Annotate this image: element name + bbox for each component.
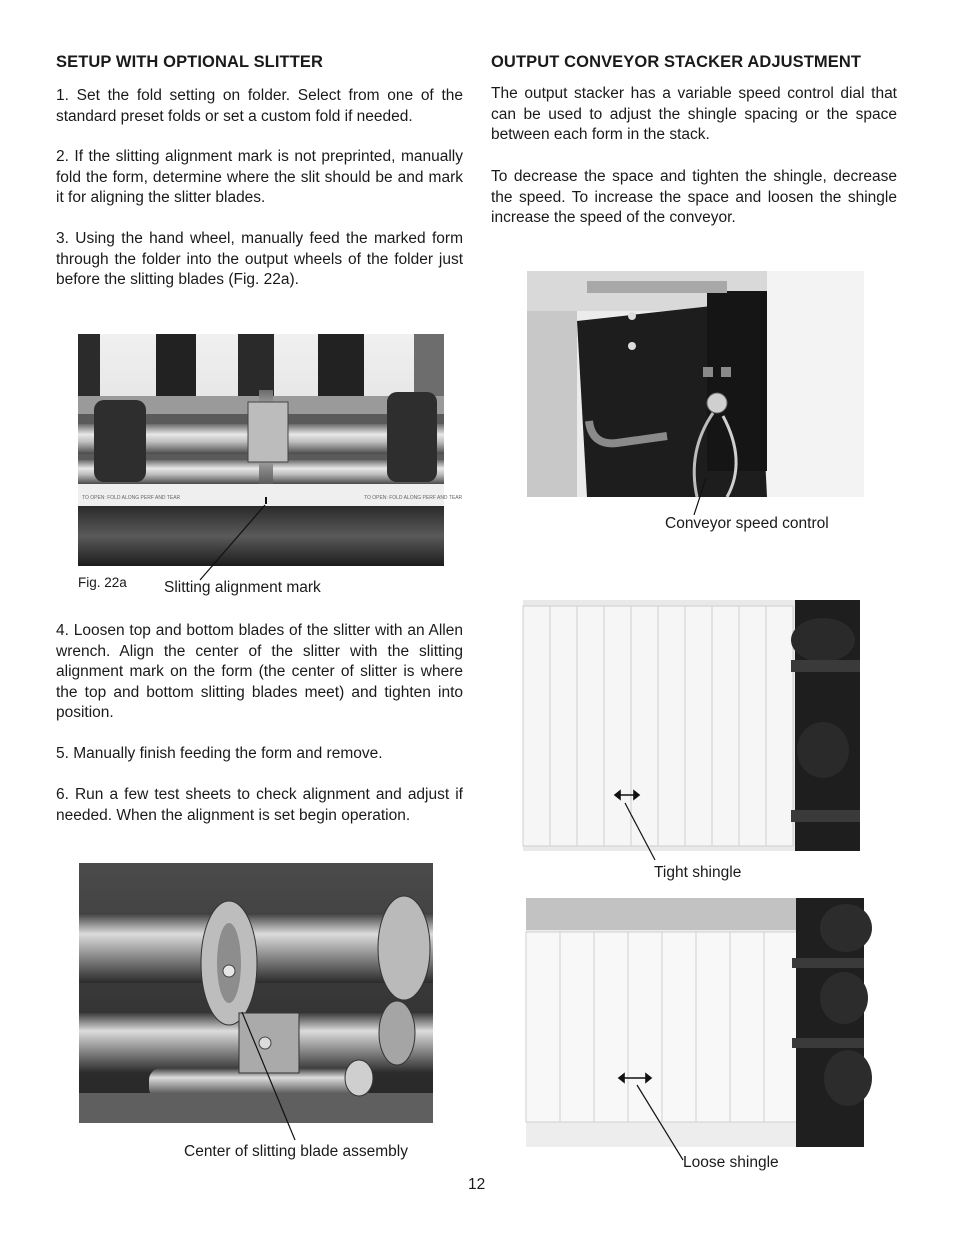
fig-22a-caption: Slitting alignment mark — [164, 579, 321, 596]
fig-22a-label: Fig. 22a — [78, 575, 127, 590]
conveyor-speed-photo — [527, 271, 864, 497]
step-5: 5. Manually finish feeding the form and remove. — [56, 745, 383, 762]
step-1: 1. Set the fold setting on folder. Select from one of the standard preset folds or set a custom fold if needed. — [56, 87, 463, 125]
alignment-mark — [265, 497, 267, 504]
conveyor-para-1: The output stacker has a variable speed control dial that can be used to adjust the shingle spacing or the space between each form in the stack. — [491, 85, 897, 144]
tight-shingle-caption: Tight shingle — [654, 864, 742, 881]
step-2: 2. If the slitting alignment mark is not preprinted, manually fold the form, determine where the slit should be and mark it for aligning the slitter blades. — [56, 148, 463, 207]
step-6: 6. Run a few test sheets to check alignment and adjust if needed. When the alignment is set begin operation. — [56, 786, 463, 824]
fig-22a-photo — [78, 334, 463, 566]
step-4: 4. Loosen top and bottom blades of the slitter with an Allen wrench. Align the center of the slitter with the slitting alignment mark on the form (the center of slitter is where the top and bottom slitting blades meet) and tighten into position. — [56, 622, 463, 722]
setup-heading: SETUP WITH OPTIONAL SLITTER — [56, 53, 324, 71]
page-number: 12 — [468, 1176, 486, 1193]
conveyor-heading: OUTPUT CONVEYOR STACKER ADJUSTMENT — [491, 53, 862, 71]
loose-shingle-photo — [526, 898, 864, 1147]
conveyor-speed-caption: Conveyor speed control — [665, 515, 829, 532]
conveyor-para-2: To decrease the space and tighten the shingle, decrease the speed. To increase the space and loosen the shingle increase the speed of the conveyor. — [491, 168, 897, 227]
strip-text-right: TO OPEN: FOLD ALONG PERF AND TEAR — [364, 495, 463, 501]
tight-shingle-photo — [523, 600, 860, 851]
strip-text-left: TO OPEN: FOLD ALONG PERF AND TEAR — [82, 495, 181, 501]
loose-shingle-caption: Loose shingle — [683, 1154, 779, 1171]
slitter-blade-caption: Center of slitting blade assembly — [184, 1143, 409, 1160]
step-3: 3. Using the hand wheel, manually feed the marked form through the folder into the output wheels of the folder just before the slitting blades (Fig. 22a). — [56, 230, 463, 289]
slitter-blade-photo — [79, 863, 433, 1123]
